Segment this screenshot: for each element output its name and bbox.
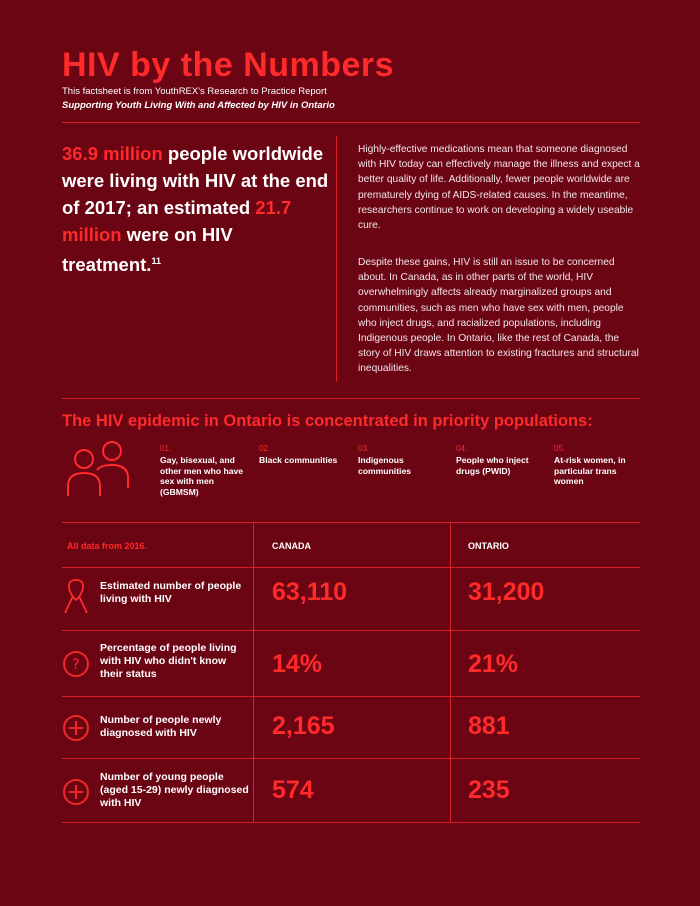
table-note: All data from 2016. (67, 541, 148, 551)
paragraph-medications: Highly-effective medications mean that someone diagnosed with HIV today can effectively manage the illness and expect a better quality of life. Additionally, fewer people worldwide are prematurely dying of AIDS-related causes. In the meantime, researchers continue to work on developing a widely useable cure. (358, 144, 640, 232)
population-label: Gay, bisexual, and other men who have sex with men (GBMSM) (160, 455, 244, 497)
ontario-value-unaware-status: 21% (468, 650, 519, 678)
table-rule (62, 567, 640, 568)
ontario-value-living-with-hiv: 31,200 (468, 578, 545, 606)
headline-number-1: 36.9 million (62, 143, 163, 164)
column-divider (336, 136, 337, 382)
population-item-black (259, 444, 345, 466)
column-header-canada: CANADA (272, 541, 311, 551)
population-item-pwid (456, 444, 542, 476)
row-label-newly-diagnosed: Number of people newly diagnosed with HIV (100, 714, 222, 739)
headline-text-2: were on HIV treatment. (62, 224, 233, 276)
headline-text-1: people worldwide were living with HIV at the end of 2017; an estimated (62, 143, 329, 218)
canada-value-unaware-status: 14% (272, 650, 323, 678)
table-bottom-rule (62, 822, 640, 823)
canada-value-youth-newly-diagnosed: 574 (272, 776, 314, 804)
population-label: People who inject drugs (PWID) (456, 455, 529, 476)
population-number: 05. (554, 444, 566, 453)
table-rule (62, 696, 640, 697)
headline-number-2: 21.7 million (62, 197, 292, 245)
footnote-ref: 11 (151, 256, 161, 266)
population-number: 04. (456, 444, 468, 453)
column-header-ontario: ONTARIO (468, 541, 509, 551)
population-item-gbmsm (160, 444, 246, 497)
table-rule (62, 630, 640, 631)
row-label-living-with-hiv: Estimated number of people living with HIV (100, 580, 242, 605)
header-rule (62, 122, 640, 123)
population-label: Black communities (259, 455, 338, 465)
population-label: At-risk women, in particular trans women (554, 455, 626, 486)
population-item-women (554, 444, 644, 487)
table-rule (62, 758, 640, 759)
population-item-indigenous (358, 444, 444, 476)
population-number: 03. (358, 444, 370, 453)
svg-text:?: ? (72, 657, 80, 673)
headline-stat (62, 140, 332, 278)
canada-value-newly-diagnosed: 2,165 (272, 712, 335, 740)
ontario-value-newly-diagnosed: 881 (468, 712, 510, 740)
population-number: 01. (160, 444, 172, 453)
question-circle-icon (62, 650, 90, 678)
population-number: 02. (259, 444, 271, 453)
table-top-rule (62, 522, 640, 523)
populations-heading: The HIV epidemic in Ontario is concentrated in priority populations: (62, 412, 593, 430)
report-title: Supporting Youth Living With and Affected by HIV in Ontario (62, 100, 335, 111)
row-label-youth-newly-diagnosed: Number of young people (aged 15-29) newly diagnosed with HIV (100, 771, 249, 809)
canada-value-living-with-hiv: 63,110 (272, 578, 348, 606)
ribbon-icon (62, 578, 90, 616)
plus-circle-icon (62, 778, 90, 806)
population-label: Indigenous communities (358, 455, 412, 476)
paragraph-concern: Despite these gains, HIV is still an issue to be concerned about. In Canada, as in other parts of the world, HIV overwhelmingly affects already marginalized groups and communities, such as men who have sex with men, people who inject drugs, and racialized populations, including Indigenous people. In Ontario, like the rest of Canada, the story of HIV draws attention to existing fractures and structural inequalities. (358, 257, 639, 375)
people-icon (64, 440, 134, 500)
ontario-value-youth-newly-diagnosed: 235 (468, 776, 510, 804)
section-rule (62, 398, 640, 399)
source-line: This factsheet is from YouthREX's Research to Practice Report (62, 86, 327, 97)
row-label-unaware-status: Percentage of people living with HIV who didn't know their status (100, 642, 237, 680)
plus-circle-icon (62, 714, 90, 742)
page-title: HIV by the Numbers (62, 46, 395, 84)
